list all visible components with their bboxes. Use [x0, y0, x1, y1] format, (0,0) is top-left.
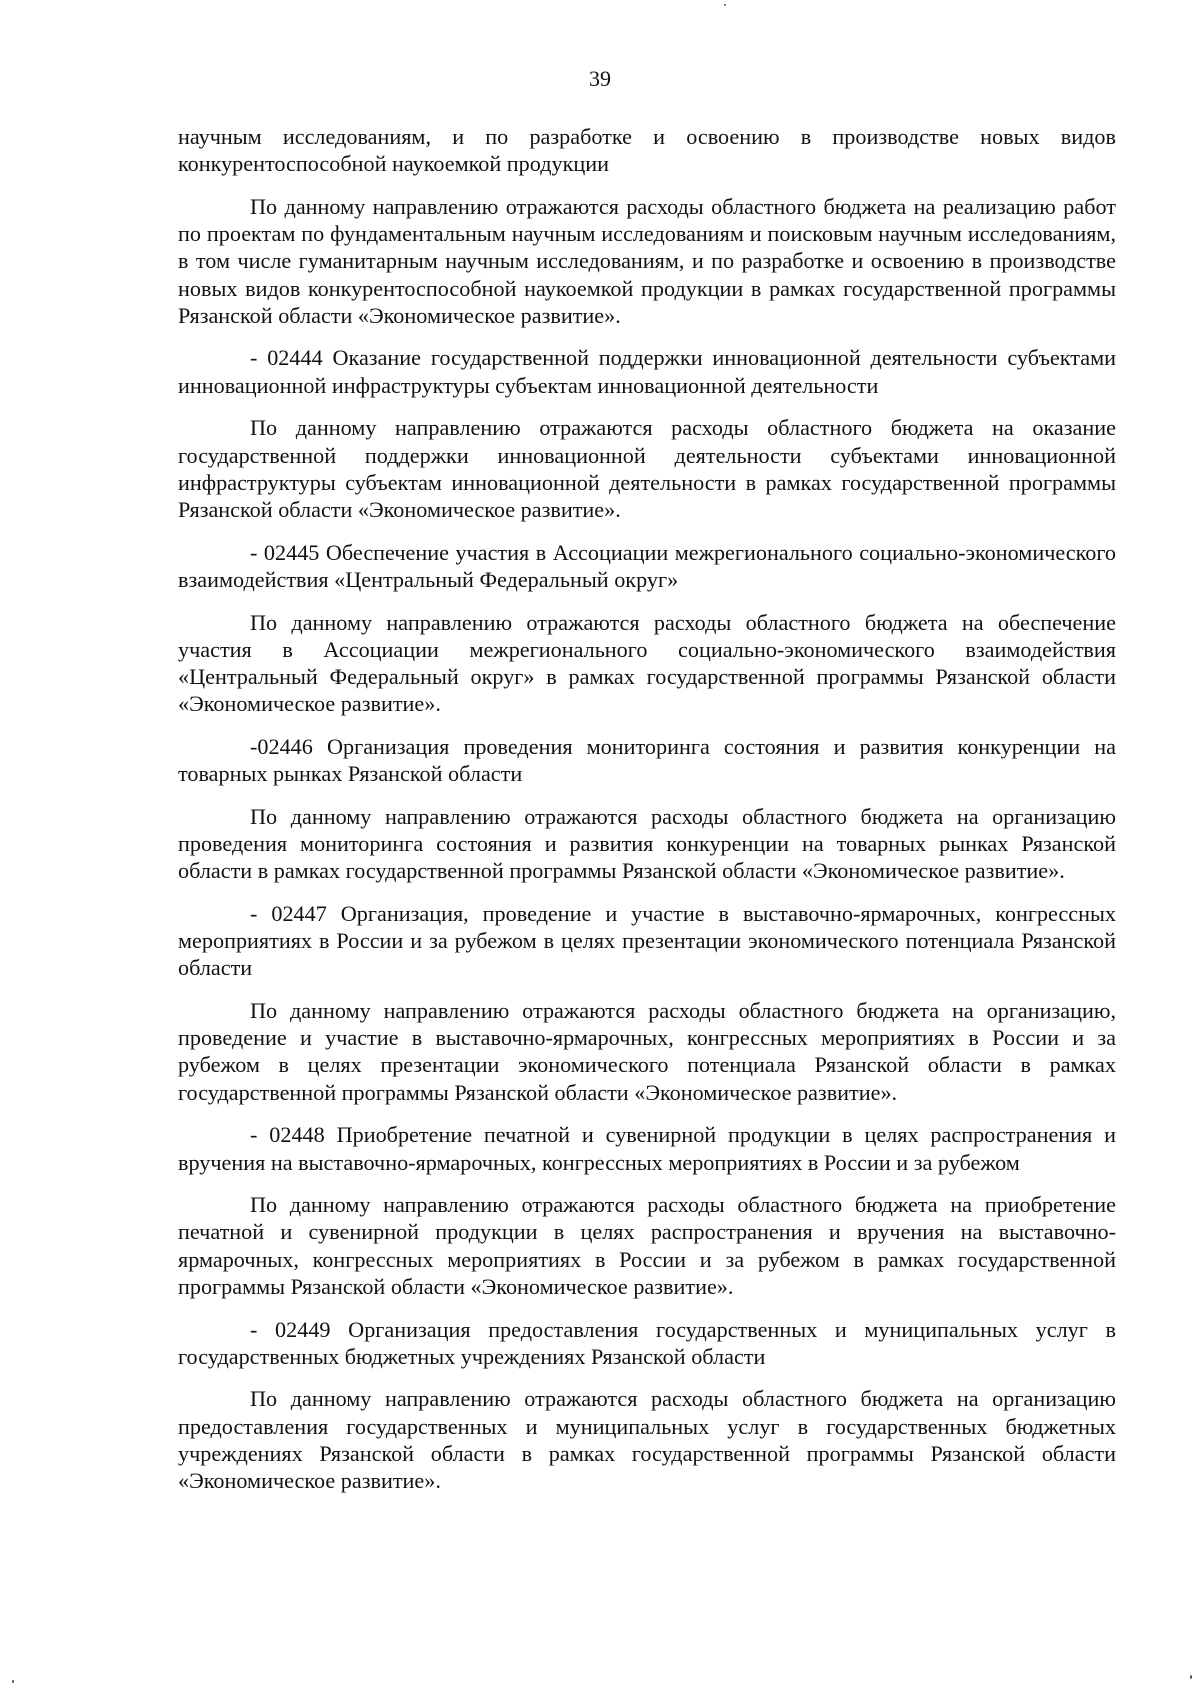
scan-speck — [12, 1680, 14, 1683]
paragraph-code-02448: - 02448 Приобретение печатной и сувенирной продукции в целях распространения и вручения на выставочно-ярмарочных, конгрессных мероприятиях в России и за рубежом — [178, 1122, 1116, 1175]
paragraph-description: По данному направлению отражаются расходы областного бюджета на реализацию работ по проектам по фундаментальным научным исследованиям и поисковым научным исследованиям, в том числе гуманитарным научным исследованиям, и по разработке и освоению в производстве новых видов конкурентоспособной наукоемкой продукции в рамках государственной программы Рязанской области «Экономическое развитие». — [178, 193, 1116, 328]
scan-speck — [1190, 1675, 1192, 1679]
paragraph-code-02449: - 02449 Организация предоставления государственных и муниципальных услуг в государственных бюджетных учреждениях Рязанской области — [178, 1316, 1116, 1369]
paragraph-code-02447: - 02447 Организация, проведение и участие в выставочно-ярмарочных, конгрессных мероприятиях в России и за рубежом в целях презентации экономического потенциала Рязанской области — [178, 900, 1116, 981]
paragraph-description: По данному направлению отражаются расходы областного бюджета на приобретение печатной и сувенирной продукции в целях распространения и вручения на выставочно-ярмарочных, конгрессных мероприятиях в России и за рубежом в рамках государственной программы Рязанской области «Экономическое развитие». — [178, 1192, 1116, 1299]
paragraph-continuation: научным исследованиям, и по разработке и освоению в производстве новых видов конкурентоспособной наукоемкой продукции — [178, 124, 1116, 177]
paragraph-code-02445: - 02445 Обеспечение участия в Ассоциации межрегионального социально-экономического взаимодействия «Центральный Федеральный округ» — [178, 539, 1116, 592]
scan-speck — [724, 4, 726, 6]
paragraph-description: По данному направлению отражаются расходы областного бюджета на организацию предоставления государственных и муниципальных услуг в государственных бюджетных учреждениях Рязанской области в рамках государственной программы Рязанской области «Экономическое развитие». — [178, 1386, 1116, 1494]
document-body — [178, 123, 1116, 1510]
paragraph-description: По данному направлению отражаются расходы областного бюджета на организацию проведения мониторинга состояния и развития конкуренции на товарных рынках Рязанской области в рамках государственной программы Рязанской области «Экономическое развитие». — [178, 803, 1116, 884]
paragraph-description: По данному направлению отражаются расходы областного бюджета на оказание государственной поддержки инновационной деятельности субъектами инновационной инфраструктуры субъектам инновационной деятельности в рамках государственной программы Рязанской области «Экономическое развитие». — [178, 415, 1116, 522]
paragraph-description: По данному направлению отражаются расходы областного бюджета на организацию, проведение и участие в выставочно-ярмарочных, конгрессных мероприятиях в России и за рубежом в целях презентации экономического потенциала Рязанской области в рамках государственной программы Рязанской области «Экономическое развитие». — [178, 997, 1116, 1105]
paragraph-description: По данному направлению отражаются расходы областного бюджета на обеспечение участия в Ассоциации межрегионального социально-экономического взаимодействия «Центральный Федеральный округ» в рамках государственной программы Рязанской области «Экономическое развитие». — [178, 609, 1116, 717]
paragraph-code-02444: - 02444 Оказание государственной поддержки инновационной деятельности субъектами инновационной инфраструктуры субъектам инновационной деятельности — [178, 345, 1116, 398]
page-number: 39 — [589, 66, 611, 91]
paragraph-code-02446: -02446 Организация проведения мониторинга состояния и развития конкуренции на товарных рынках Рязанской области — [178, 733, 1116, 787]
